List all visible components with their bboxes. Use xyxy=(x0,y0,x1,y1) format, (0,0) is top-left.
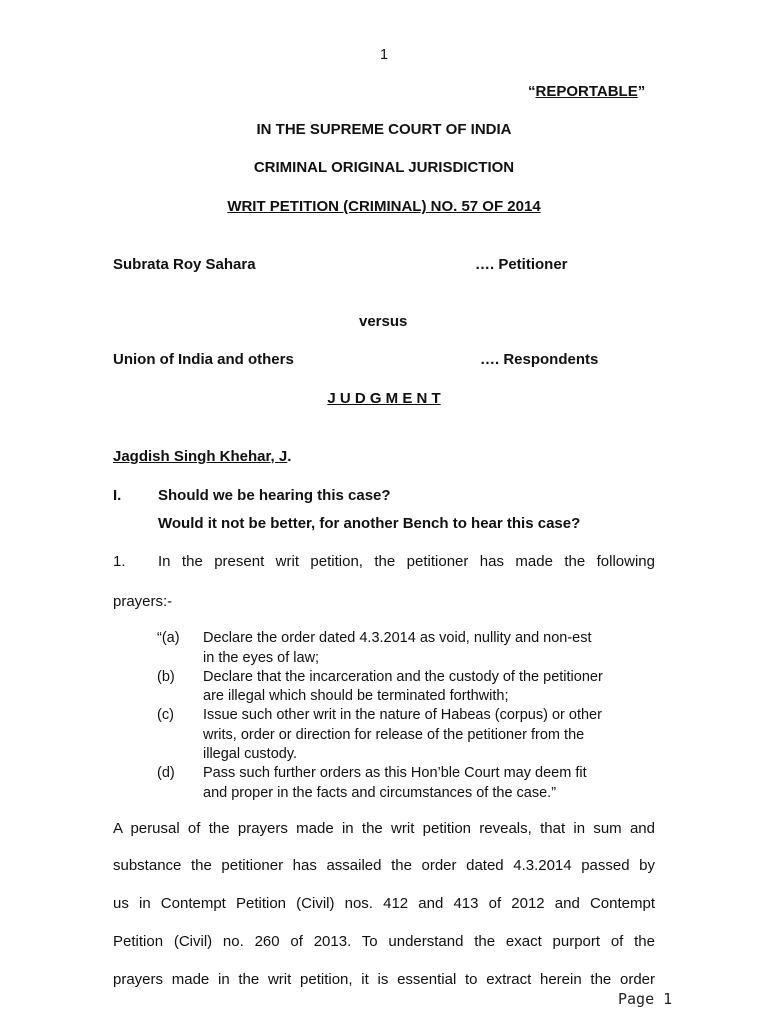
petition-number xyxy=(0,198,768,215)
body-line-5-text: prayers made in the writ petition, it is essential to extract herein the order xyxy=(113,971,655,988)
section-question-1: Should we be hearing this case? xyxy=(158,487,391,504)
para-line-2: prayers:- xyxy=(113,593,173,610)
judge-name-text: Jagdish Singh Khehar, J xyxy=(113,448,288,465)
footer-page-number: 1 xyxy=(663,990,673,1008)
prayer-c-line-2: writs, order or direction for release of the petitioner from the xyxy=(203,727,585,743)
petitioner-role: …. Petitioner xyxy=(475,256,568,273)
body-line-5 xyxy=(113,971,655,988)
footer-page-label xyxy=(618,990,672,1008)
petitioner-name: Subrata Roy Sahara xyxy=(113,256,256,273)
para-line-1 xyxy=(158,553,655,570)
prayer-label-a: “(a) xyxy=(157,630,180,646)
section-number: I. xyxy=(113,487,122,504)
reportable-close-quote: ” xyxy=(637,83,646,100)
body-line-1-text: A perusal of the prayers made in the writ petition reveals, that in sum and xyxy=(113,820,655,837)
versus-label: versus xyxy=(359,313,408,330)
footer-page-word: Page xyxy=(618,990,655,1008)
reportable-word: REPORTABLE xyxy=(535,83,638,100)
judge-name-suffix: . xyxy=(287,448,292,465)
body-line-3 xyxy=(113,895,655,912)
petition-number-text: WRIT PETITION (CRIMINAL) NO. 57 OF 2014 xyxy=(227,198,541,215)
prayer-a-line-1: Declare the order dated 4.3.2014 as void, nullity and non-est xyxy=(203,630,592,646)
section-question-2: Would it not be better, for another Bench to hear this case? xyxy=(158,515,581,532)
prayer-a-line-2: in the eyes of law; xyxy=(203,650,320,666)
body-line-4-text: Petition (Civil) no. 260 of 2013. To understand the exact purport of the xyxy=(113,933,655,950)
body-line-2-text: substance the petitioner has assailed the order dated 4.3.2014 passed by xyxy=(113,857,655,874)
page-number-top: 1 xyxy=(380,47,389,63)
body-line-1 xyxy=(113,820,655,837)
body-line-3-text: us in Contempt Petition (Civil) nos. 412 and 413 of 2012 and Contempt xyxy=(113,895,655,912)
reportable-label xyxy=(528,83,645,100)
respondent-role: …. Respondents xyxy=(480,351,599,368)
jurisdiction: CRIMINAL ORIGINAL JURISDICTION xyxy=(253,159,515,176)
judge-name xyxy=(113,448,291,465)
respondent-name: Union of India and others xyxy=(113,351,294,368)
prayer-d-line-2: and proper in the facts and circumstances of the case.” xyxy=(203,785,557,801)
judgment-heading xyxy=(0,390,768,407)
prayer-label-b: (b) xyxy=(157,669,175,685)
prayer-c-line-3: illegal custody. xyxy=(203,746,298,762)
prayer-d-line-1: Pass such further orders as this Hon’ble Court may deem fit xyxy=(203,765,587,781)
body-line-4 xyxy=(113,933,655,950)
prayer-b-line-1: Declare that the incarceration and the custody of the petitioner xyxy=(203,669,603,685)
prayer-c-line-1: Issue such other writ in the nature of Habeas (corpus) or other xyxy=(203,707,602,723)
judgment-heading-text: J U D G M E N T xyxy=(327,390,441,407)
para-number: 1. xyxy=(113,553,126,570)
reportable-open-quote: “ xyxy=(528,83,536,100)
prayer-label-c: (c) xyxy=(157,707,174,723)
prayer-b-line-2: are illegal which should be terminated forthwith; xyxy=(203,688,509,704)
para-line-1-text: In the present writ petition, the petitioner has made the following xyxy=(158,553,655,570)
body-line-2 xyxy=(113,857,655,874)
prayer-label-d: (d) xyxy=(157,765,175,781)
court-name: IN THE SUPREME COURT OF INDIA xyxy=(256,121,512,138)
